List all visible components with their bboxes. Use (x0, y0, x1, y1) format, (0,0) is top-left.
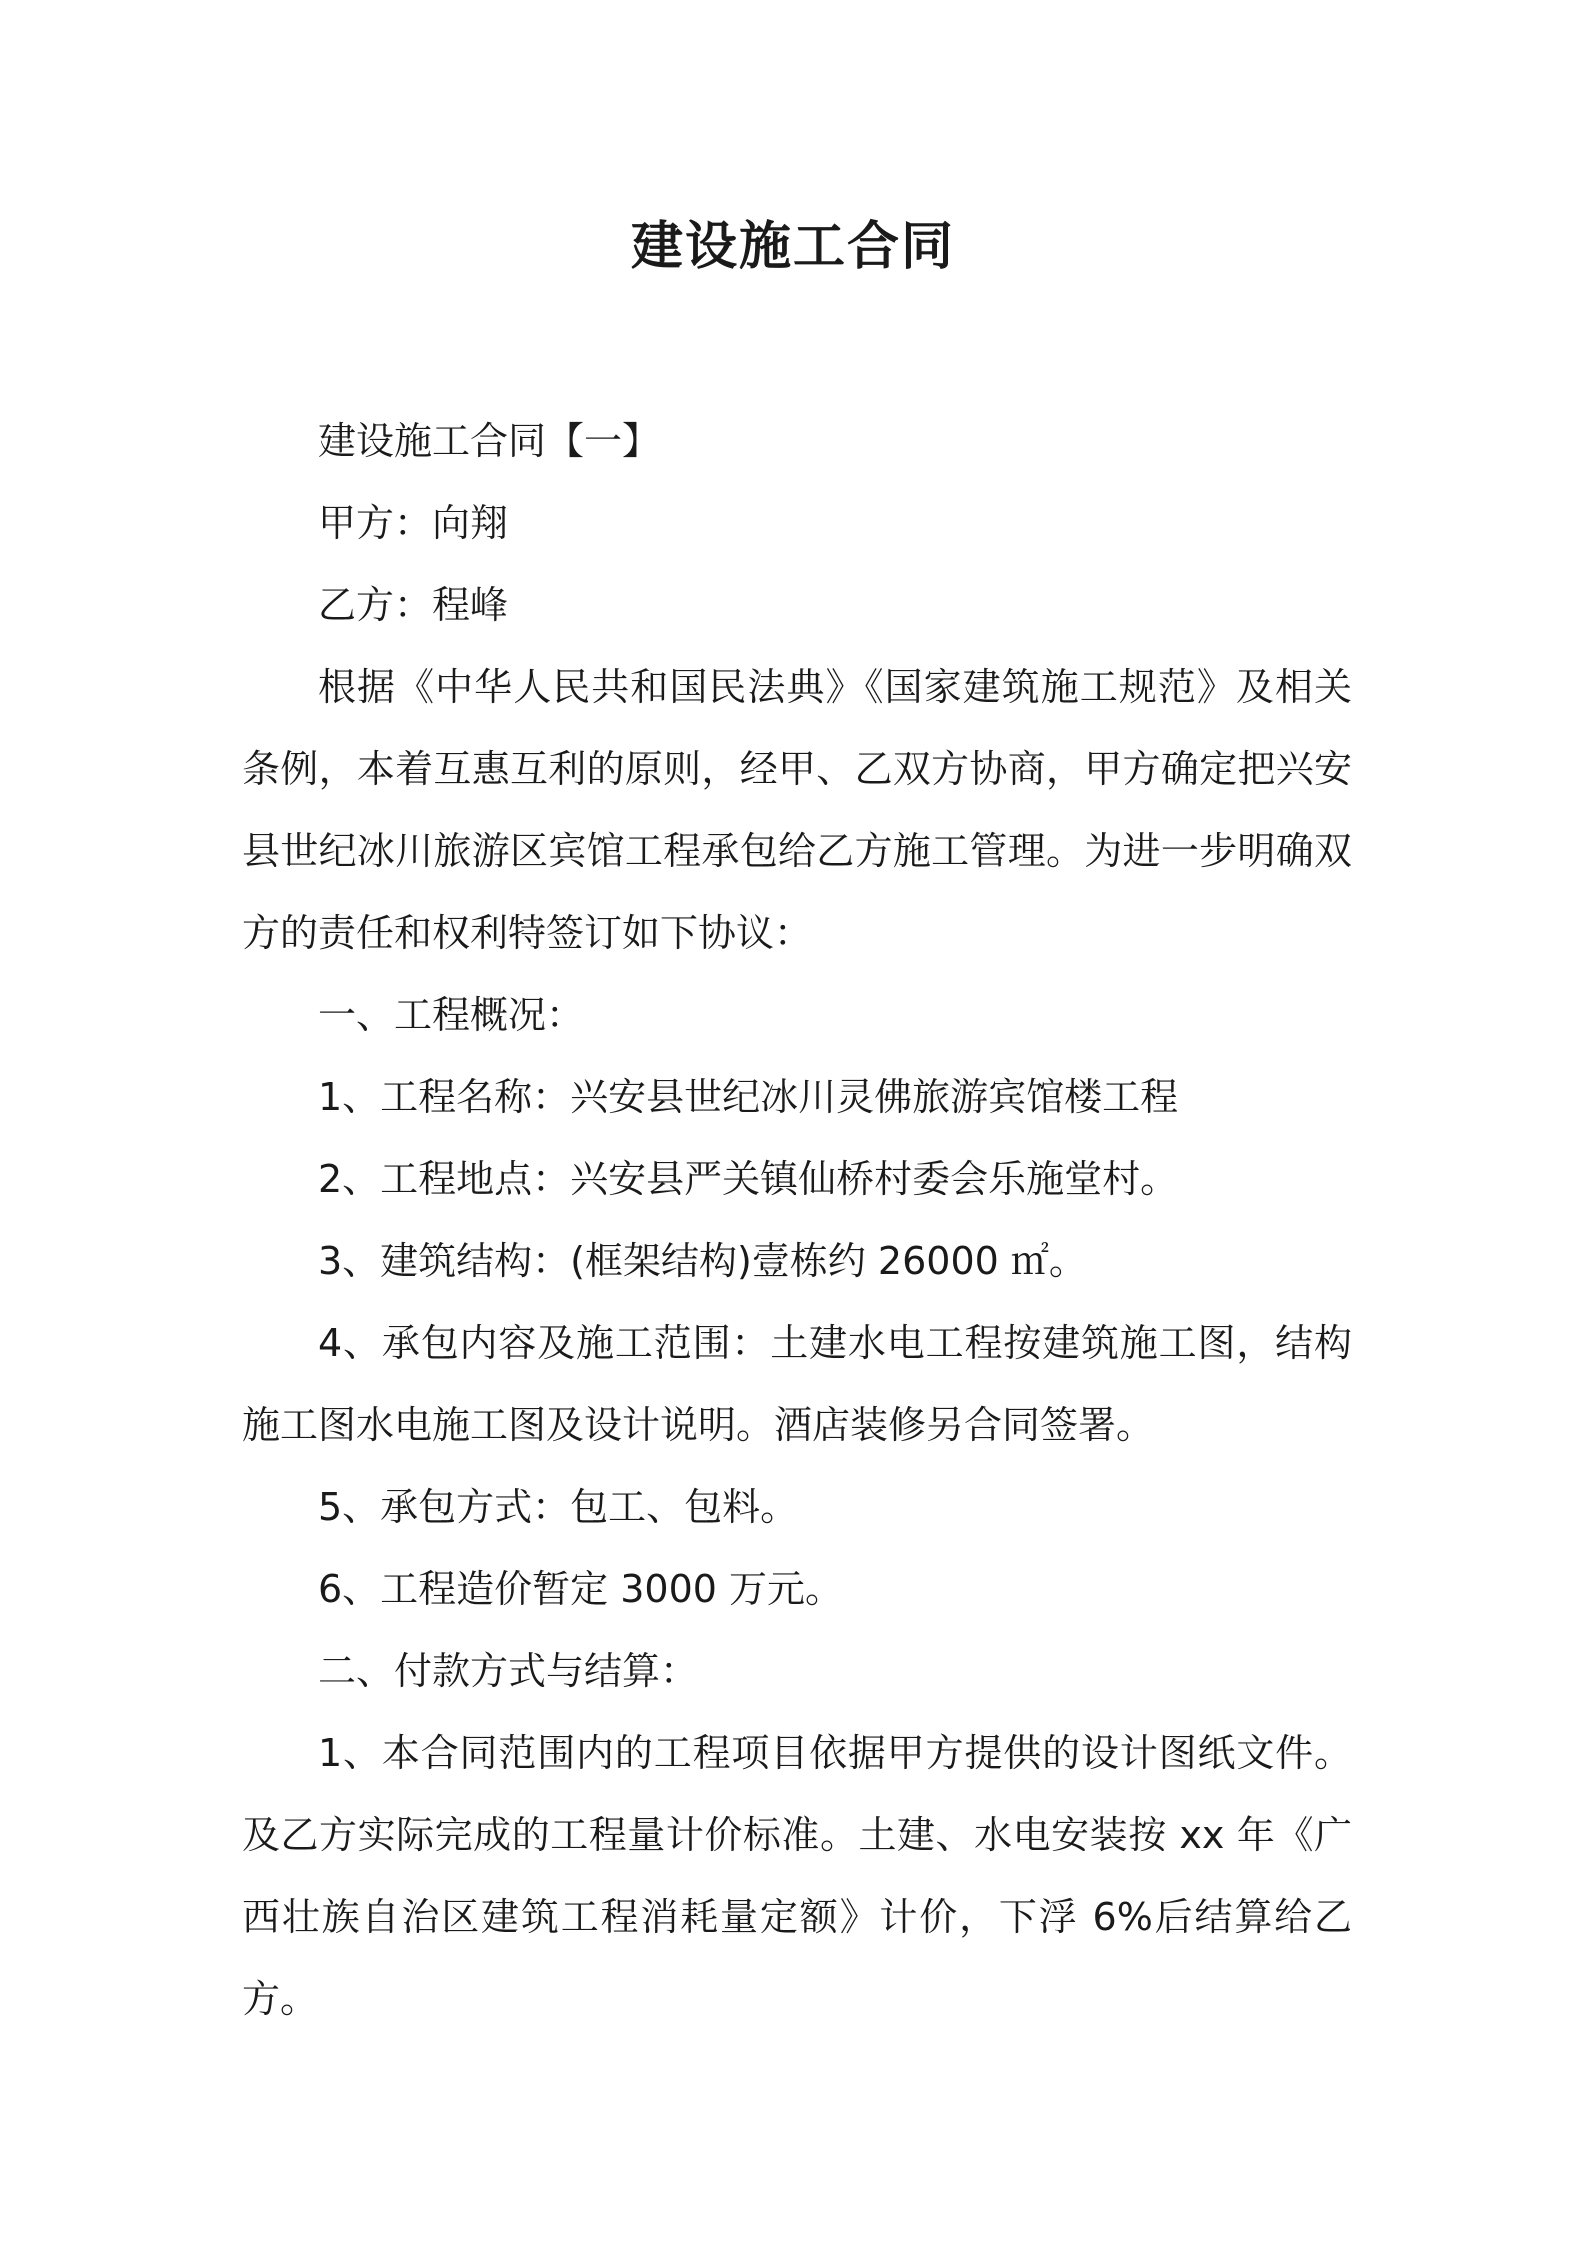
document-body (242, 400, 1352, 2040)
clause-building-structure: 3、建筑结构：(框架结构)壹栋约 26000 ㎡。 (318, 1239, 1087, 1283)
preamble-paragraph: 根据《中华人民共和国民法典》《国家建筑施工规范》及相关条例，本着互惠互利的原则，经甲、乙双方协商，甲方确定把兴安县世纪冰川旅游区宾馆工程承包给乙方施工管理。为进一步明确双方的责任和权利特签订如下协议： (242, 665, 1352, 955)
clause-heading-payment: 二、付款方式与结算： (318, 1649, 699, 1693)
clause-heading-project-overview: 一、工程概况： (318, 993, 585, 1037)
clause-project-name: 1、工程名称：兴安县世纪冰川灵佛旅游宾馆楼工程 (318, 1075, 1179, 1119)
clause-contract-scope: 4、承包内容及施工范围：土建水电工程按建筑施工图，结构施工图水电施工图及设计说明。酒店装修另合同签署。 (242, 1321, 1352, 1447)
clause-payment-basis: 1、本合同范围内的工程项目依据甲方提供的设计图纸文件。及乙方实际完成的工程量计价标准。土建、水电安装按 xx 年《广西壮族自治区建筑工程消耗量定额》计价，下浮 6%后结算给乙方。 (242, 1731, 1352, 2021)
clause-project-cost: 6、工程造价暂定 3000 万元。 (318, 1567, 844, 1611)
document-title: 建设施工合同 (630, 217, 955, 277)
party-a: 甲方：向翔 (318, 501, 509, 545)
party-b: 乙方：程峰 (318, 583, 509, 627)
clause-contract-method: 5、承包方式：包工、包料。 (318, 1485, 799, 1529)
clause-project-location: 2、工程地点：兴安县严关镇仙桥村委会乐施堂村。 (318, 1157, 1179, 1201)
section-heading: 建设施工合同【一】 (318, 419, 661, 463)
